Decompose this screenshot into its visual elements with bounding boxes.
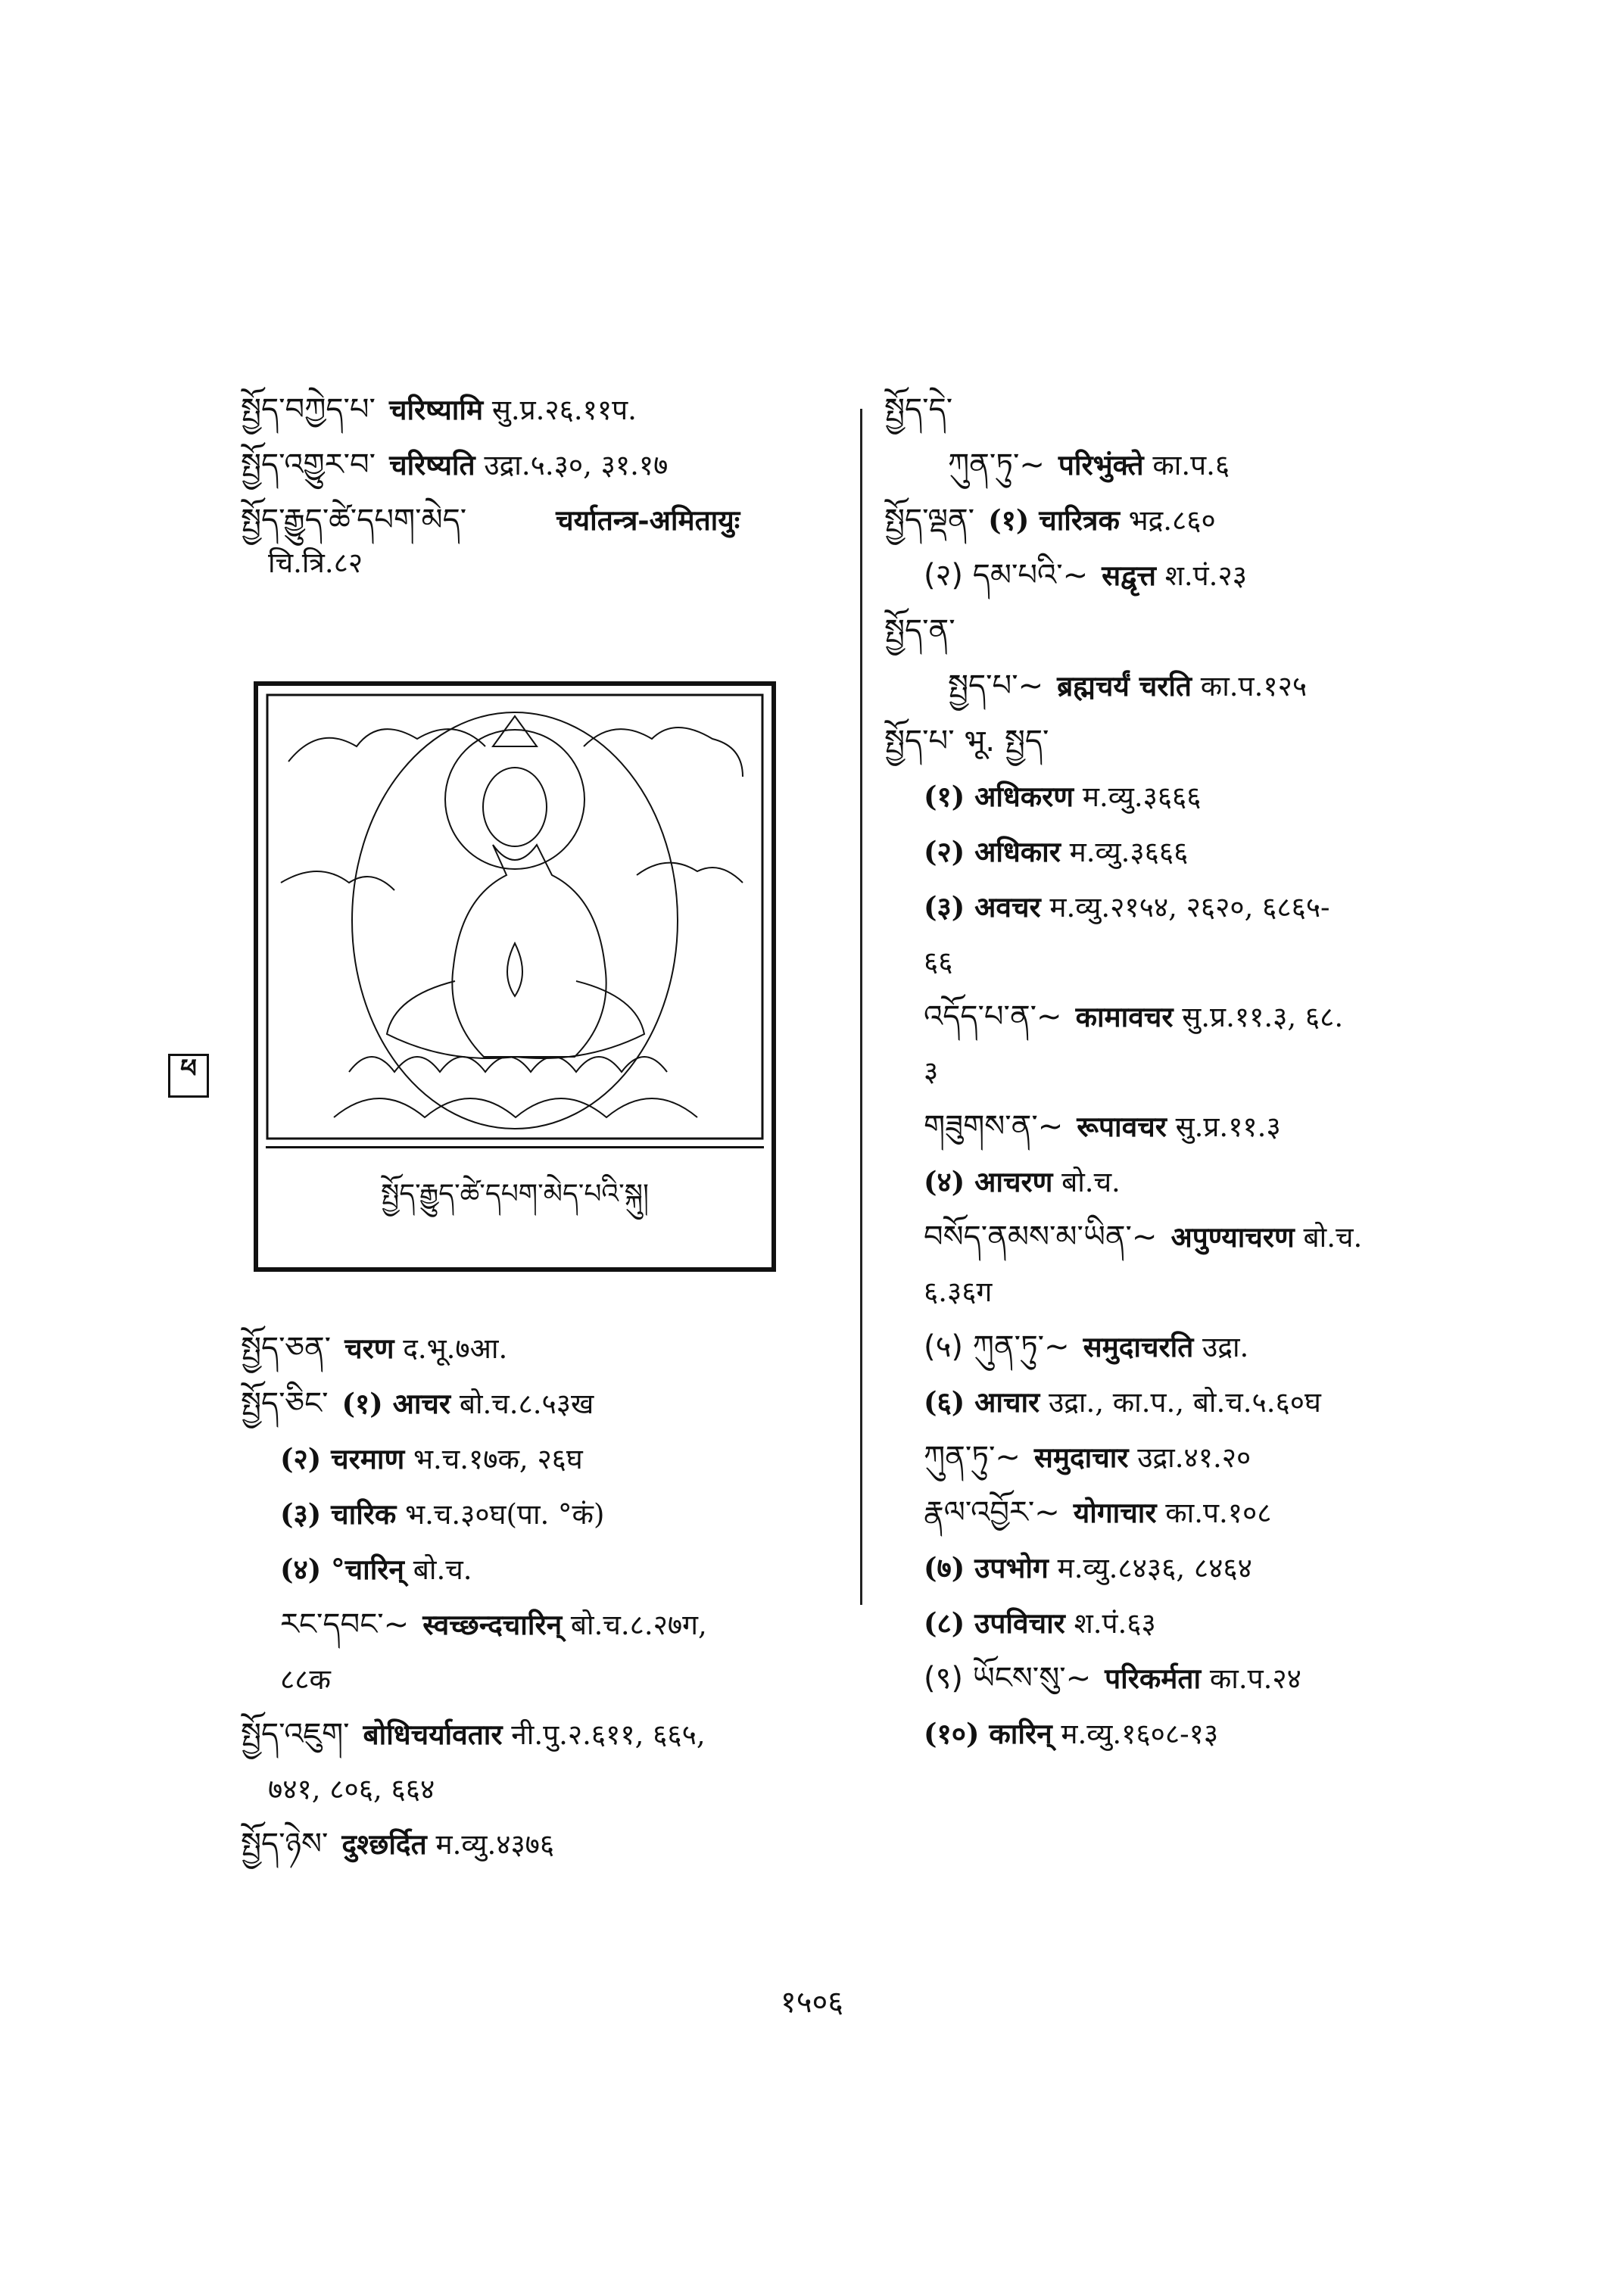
entry: རང་དབང་~ स्वच्छन्दचारिन् बो.च.८.२७ग, — [280, 1607, 707, 1642]
entry: (२) अधिकार म.व्यु.३६६६ — [924, 835, 1189, 868]
figure-caption: སྤྱོད་རྒྱུད་ཚེ་དཔག་མེད་པའི་སྐུ། — [381, 1179, 649, 1210]
entry: སྤྱོད་ལྡན་ (१) चारित्रक भद्र.८६० — [884, 503, 1216, 537]
entry: (४) आचरण बो.च. — [924, 1165, 1121, 1198]
entry: (३) चारिक भ.च.३०घ(पा. °कं) — [280, 1497, 605, 1531]
section-letter-tab: ཕ — [168, 1054, 209, 1098]
column-divider — [860, 409, 862, 1605]
left-column — [241, 390, 846, 598]
entry: བསོད་ནམས་མ་ཡིན་~ अपुण्याचरण बो.च. — [924, 1220, 1363, 1254]
entry: རྣལ་འབྱོར་~ योगाचार का.प.१०८ — [924, 1495, 1272, 1530]
entry: སྤྱོད་བཀྱེད་པ་ चरिष्यामि सु.प्र.२६.११प. — [241, 392, 637, 427]
right-column — [884, 390, 1414, 1769]
illustration-figure — [254, 681, 776, 1272]
entry: སྤྱོད་ཉེས་ दुश्छर्दित म.व्यु.४३७६ — [241, 1827, 555, 1862]
entry: སྤྱོད་འཇུག་ बोधिचर्यावतार नी.पु.२.६११, ६६५, — [241, 1717, 706, 1752]
entry: སྤྱོད་ན་ — [884, 613, 955, 648]
entry-continuation: चि.त्रि.८२ — [268, 547, 363, 579]
entry: སྤྱོད་རྒྱུད་ཚེ་དཔག་མེད་ चर्यातन्त्र-अमितायुः — [241, 503, 740, 537]
entry: (३) अवचर म.व्यु.२१५४, २६२०, ६८६५- — [924, 890, 1330, 924]
entry: (९) ཡོངས་སུ་~ परिकर्मता का.प.२४ — [924, 1661, 1301, 1696]
entry: (७) उपभोग म.व्यु.८४३६, ८४६४ — [924, 1551, 1252, 1584]
entry-continuation: ३ — [924, 1055, 939, 1088]
entry: (५) ཀུན་ཏུ་~ समुदाचरति उद्रा. — [924, 1329, 1249, 1364]
entry: སྤྱོད་དེ་ — [884, 392, 953, 427]
entry: (६) आचार उद्रा., का.प., बो.च.५.६०घ — [924, 1385, 1321, 1419]
entry-continuation: ६.३६ग — [924, 1276, 993, 1308]
entry: (४) °चारिन् बो.च. — [280, 1553, 472, 1586]
entry: སྤྱད་པ་~ ब्रह्मचर्यं चरति का.प.१२५ — [948, 668, 1308, 703]
entry: སྤྱོད་ཅིང་ (१) आचर बो.च.८.५३ख — [241, 1386, 594, 1421]
entry: སྤྱོད་པ་ भू. སྤྱད་ — [884, 724, 1049, 759]
entry: གཟུགས་ན་~ रूपावचर सु.प्र.११.३ — [924, 1109, 1281, 1144]
entry: ཀུན་ཏུ་~ समुदाचार उद्रा.४१.२० — [924, 1440, 1252, 1475]
entry-continuation: ८८क — [280, 1663, 331, 1696]
left-column-lower — [241, 1329, 846, 1880]
entry-continuation: ६६ — [924, 946, 953, 978]
entry: སྤྱོད་ཅན་ चरण द.भू.७आ. — [241, 1331, 508, 1366]
page-number: १५०६ — [780, 1985, 844, 2020]
figure-caption-box — [266, 1146, 764, 1254]
entry-continuation: ७४१, ८०६, ६६४ — [268, 1773, 435, 1805]
entry: སྤྱོད་འགྱུར་བ་ चरिष्यति उद्रा.५.३०, ३१.१७ — [241, 447, 669, 482]
entry: (१०) कारिन् म.व्यु.१६०८-१३ — [924, 1717, 1219, 1750]
entry: (१) अधिकरण म.व्यु.३६६६ — [924, 780, 1202, 813]
entry: (२) चरमाण भ.च.१७क, २६घ — [280, 1442, 583, 1475]
entry: འདོད་པ་ན་~ कामावचर सु.प्र.११.३, ६८. — [924, 999, 1344, 1034]
entry: ཀུན་ཏུ་~ परिभुंक्ते का.प.६ — [948, 447, 1230, 482]
entry: (८) उपविचार श.पं.६३ — [924, 1606, 1156, 1640]
deity-illustration — [266, 693, 764, 1140]
entry: (२) དམ་པའི་~ सद्वृत्त श.पं.२३ — [924, 558, 1247, 593]
